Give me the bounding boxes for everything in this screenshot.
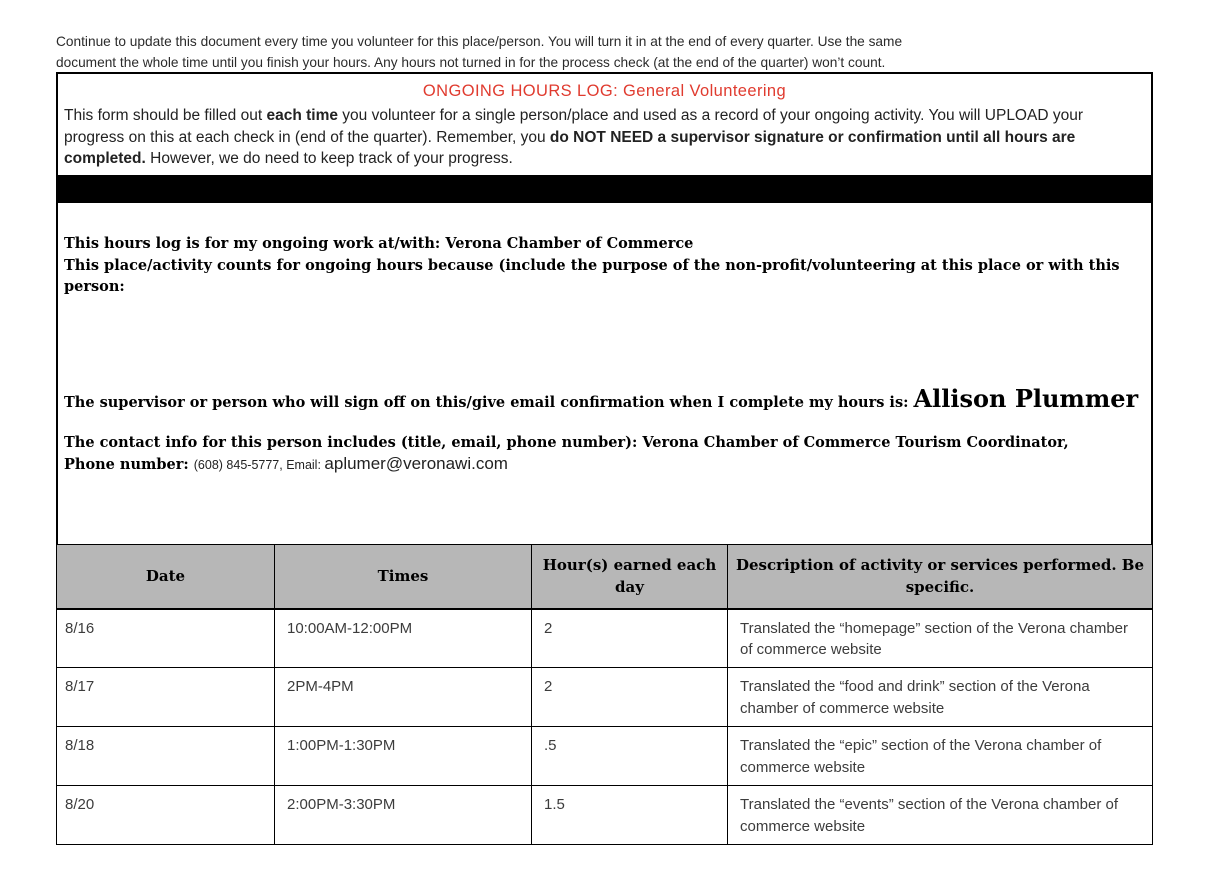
- contact-line-1: The contact info for this person includes (title, email, phone number): Verona Chamber of Commerce Tourism Coordinator,: [64, 434, 1069, 451]
- table-row: [57, 786, 1153, 845]
- cell-hours: .5: [532, 727, 728, 786]
- cell-date: 8/17: [57, 668, 275, 727]
- org-section: [64, 233, 1148, 298]
- cell-description: Translated the “food and drink” section of the Verona chamber of commerce website: [728, 668, 1153, 727]
- header-hours: Hour(s) earned each day: [532, 544, 728, 609]
- contact-line-2: Phone number: (608) 845-5777, Email: aplumer@veronawi.com: [64, 454, 508, 473]
- purpose-line: This place/activity counts for ongoing hours because (include the purpose of the non-profit/volunteering at this place or with this person:: [64, 256, 1120, 295]
- header-times: Times: [275, 544, 532, 609]
- header-date: Date: [57, 544, 275, 609]
- org-line: This hours log is for my ongoing work at/with: Verona Chamber of Commerce: [64, 235, 694, 252]
- cell-times: 2PM-4PM: [275, 668, 532, 727]
- supervisor-line: The supervisor or person who will sign off on this/give email confirmation when I complete my hours is: Allison Plummer: [64, 384, 1139, 413]
- cell-description: Translated the “homepage” section of the Verona chamber of commerce website: [728, 609, 1153, 668]
- cell-times: 10:00AM-12:00PM: [275, 609, 532, 668]
- table-row: [57, 609, 1153, 668]
- cell-description: Translated the “events” section of the Verona chamber of commerce website: [728, 786, 1153, 845]
- top-note-line-1: Continue to update this document every time you volunteer for this place/person. You will turn it in at the end of every quarter. Use the same: [56, 34, 903, 49]
- cell-hours: 2: [532, 668, 728, 727]
- intro-paragraph: This form should be filled out each time you volunteer for a single person/place and used as a record of your ongoing activity. You will UPLOAD your progress on this at each check in (end of the quarter). Remember, you do NOT NEED a supervisor signature or confirmation until all hours are completed. However, we do need to keep track of your progress.: [64, 107, 1083, 167]
- contact-section: [64, 432, 1152, 476]
- cell-date: 8/18: [57, 727, 275, 786]
- cell-times: 1:00PM-1:30PM: [275, 727, 532, 786]
- cell-date: 8/16: [57, 609, 275, 668]
- cell-description: Translated the “epic” section of the Verona chamber of commerce website: [728, 727, 1153, 786]
- header-description: Description of activity or services performed. Be specific.: [728, 544, 1153, 609]
- black-divider-bar: [58, 175, 1151, 203]
- hours-table-header-row: [57, 544, 1153, 609]
- table-row: [57, 727, 1153, 786]
- cell-hours: 1.5: [532, 786, 728, 845]
- hours-table: [56, 544, 1153, 846]
- form-box: [56, 72, 1153, 845]
- top-note-line-2: document the whole time until you finish your hours. Any hours not turned in for the process check (at the end of the quarter) won’t count.: [56, 55, 886, 70]
- top-note: [56, 31, 1156, 73]
- cell-date: 8/20: [57, 786, 275, 845]
- cell-times: 2:00PM-3:30PM: [275, 786, 532, 845]
- form-title: ONGOING HOURS LOG: General Volunteering: [422, 82, 787, 100]
- cell-hours: 2: [532, 609, 728, 668]
- table-row: [57, 668, 1153, 727]
